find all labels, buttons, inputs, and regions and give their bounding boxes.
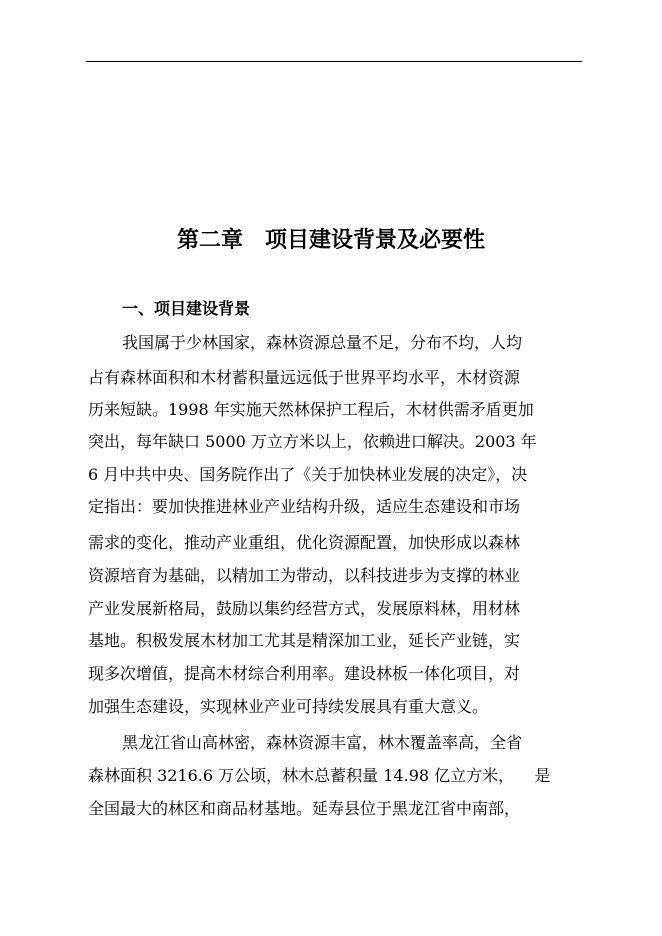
paragraph-line: 黑龙江省山高林密，森林资源丰富，林木覆盖率高，全省 [122,733,523,752]
paragraph-line: 资源培育为基础，以精加工为带动，以科技进步为支撑的林业 [88,566,521,585]
section-heading: 一、项目建设背景 [122,299,251,318]
header-rule [86,61,582,62]
chapter-title: 第二章 项目建设背景及必要性 [176,227,485,253]
paragraph-line: 占有森林面积和木材蓄积量远远低于世界平均水平，木材资源 [88,368,521,387]
paragraph-line: 加强生态建设，实现林业产业可持续发展具有重大意义。 [88,697,489,716]
paragraph-line: 历来短缺。1998 年实施天然林保护工程后，木材供需矛盾更加 [88,400,534,419]
paragraph-line: 基地。积极发展木材加工尤其是精深加工业，延长产业链，实 [88,631,521,650]
paragraph-line: 产业发展新格局，鼓励以集约经营方式，发展原料林，用材林 [88,599,521,618]
paragraph-line: 森林面积 3216.6 万公顷，林木总蓄积量 14.98 亿立方米， 是 [88,766,551,785]
paragraph-line: 6 月中共中央、国务院作出了《关于加快林业发展的决定》，决 [88,465,528,484]
paragraph-line: 全国最大的林区和商品材基地。延寿县位于黑龙江省中南部， [88,799,521,818]
paragraph-line: 现多次增值，提高木材综合利用率。建设林板一体化项目，对 [88,664,521,683]
paragraph-line: 定指出：要加快推进林业产业结构升级，适应生态建设和市场 [88,497,521,516]
paragraph-line: 突出，每年缺口 5000 万立方米以上，依赖进口解决。2003 年 [88,432,537,451]
paragraph-line: 我国属于少林国家，森林资源总量不足，分布不均，人均 [122,333,523,352]
paragraph-line: 需求的变化，推动产业重组，优化资源配置，加快形成以森林 [88,533,521,552]
